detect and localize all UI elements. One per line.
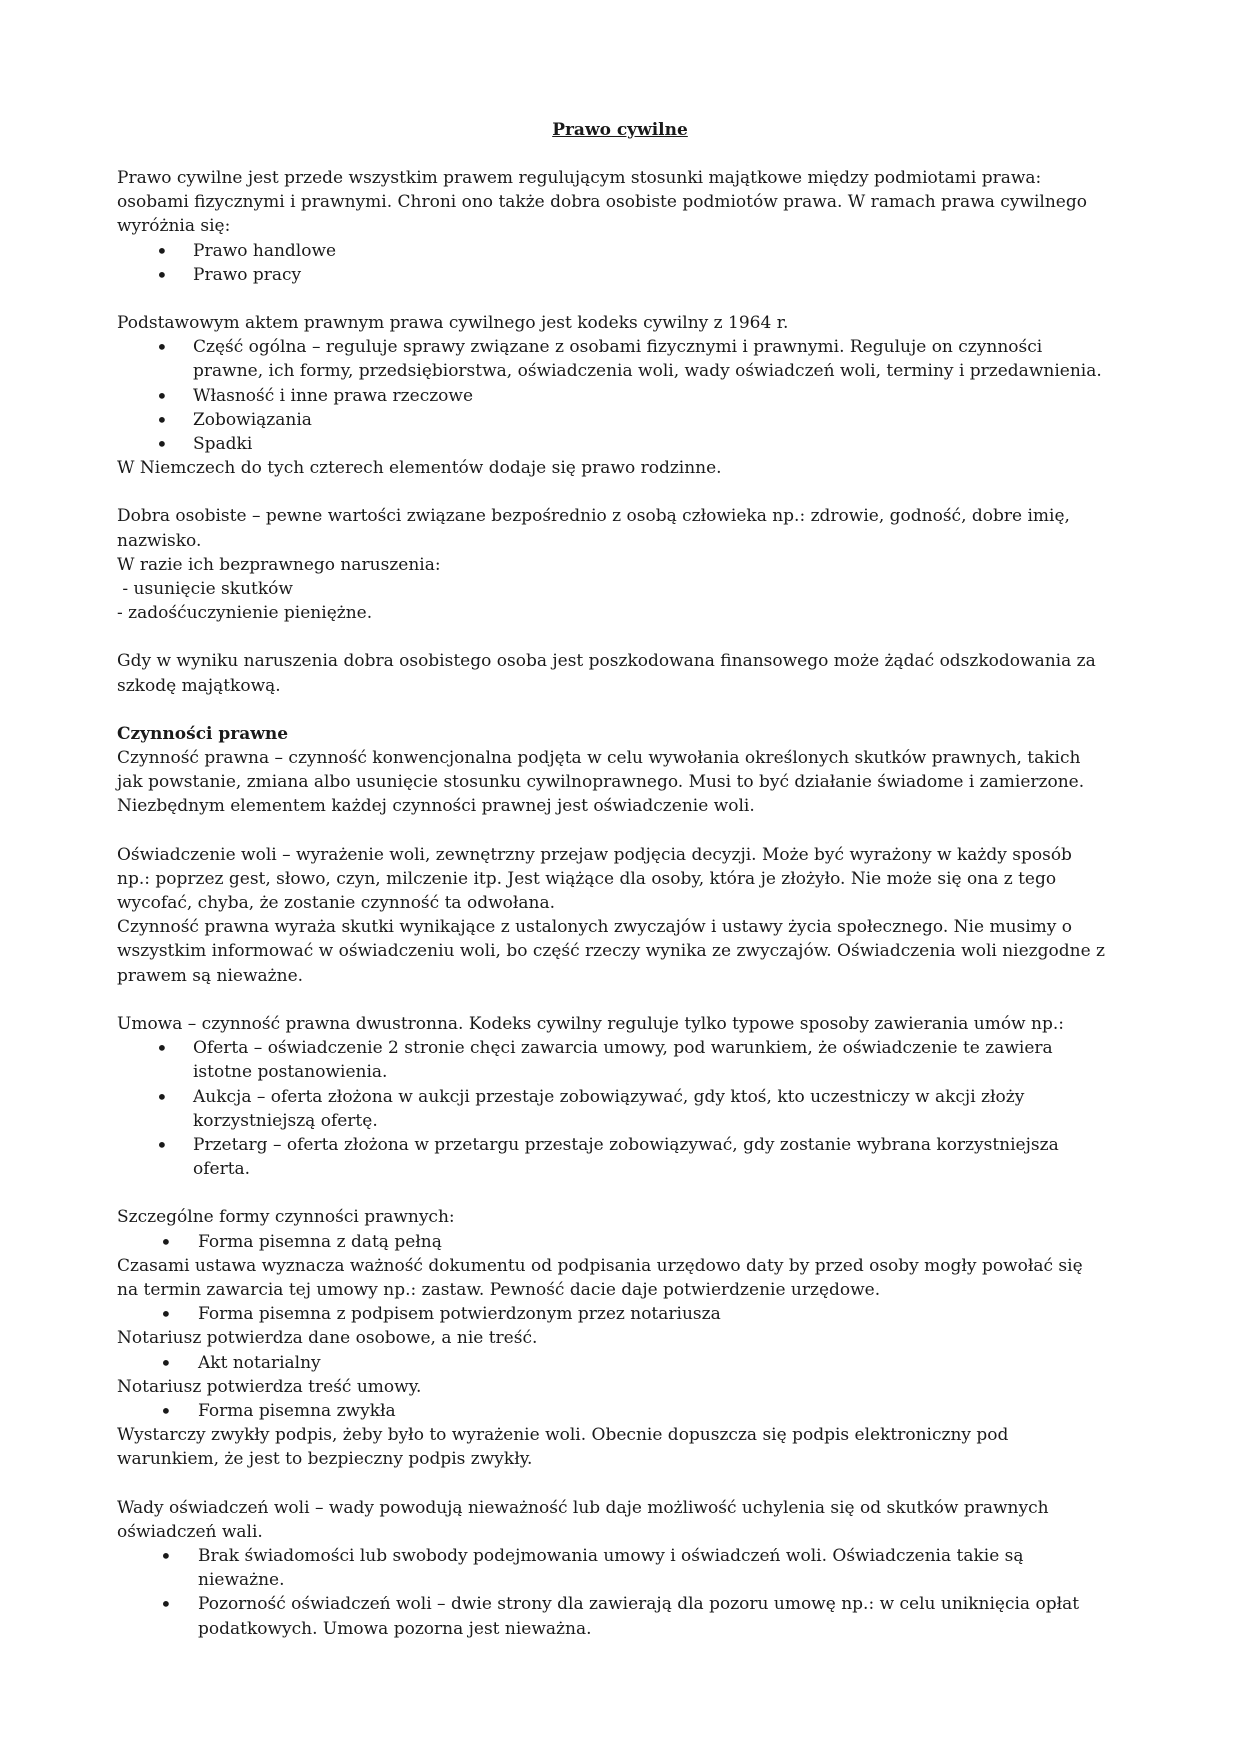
kodeks-paragraph: Podstawowym aktem prawnym prawa cywilnego jest kodeks cywilny z 1964 r. bbox=[117, 313, 789, 334]
list-item: • Oferta – oświadczenie 2 stronie chęci zawarcia umowy, pod warunkiem, że oświadczenie te zawiera istotne postanowienia. bbox=[117, 1036, 1107, 1084]
formy-heading: Szczególne formy czynności prawnych: bbox=[117, 1207, 455, 1228]
kodeks-list bbox=[117, 335, 1107, 456]
list-item: • Forma pisemna z podpisem potwierdzonym przez notariusza bbox=[117, 1302, 1107, 1326]
section-heading: Czynności prawne bbox=[117, 723, 289, 744]
dobra-definition: Dobra osobiste – pewne wartości związane bezpośrednio z osobą człowieka np.: zdrowie, godność, dobre imię, nazwisko. bbox=[117, 506, 1070, 551]
list-item: • Zobowiązania bbox=[117, 408, 1107, 432]
wady-paragraph: Wady oświadczeń woli – wady powodują nieważność lub daje możliwość uchylenia się od skutków prawnych oświadczeń wali. bbox=[117, 1497, 1049, 1542]
dobra-line-2: - zadośćuczynienie pieniężne. bbox=[117, 603, 373, 624]
formy-list-4 bbox=[117, 1399, 1107, 1423]
umowa-list bbox=[117, 1036, 1107, 1181]
skutki-paragraph: Czynność prawna wyraża skutki wynikające z ustalonych zwyczajów i ustawy życia społecznego. Nie musimy o wszystkim informować w oświadczeniu woli, bo część rzeczy wynika ze zwyczajów. Oświadczenia woli niezgodne z prawem są nieważne. bbox=[117, 917, 1106, 986]
list-item: • Spadki bbox=[117, 432, 1107, 456]
document-body bbox=[117, 166, 1107, 1641]
formy-list-1 bbox=[117, 1230, 1107, 1254]
czynnosc-definition: Czynność prawna – czynność konwencjonalna podjęta w celu wywołania określonych skutków prawnych, takich jak powstanie, zmiana albo usunięcie stosunku cywilnoprawnego. Musi to być działanie świadome i zamierzone. Niezbędnym elementem każdej czynności prawnej jest oświadczenie woli. bbox=[117, 748, 1085, 817]
list-item: • Akt notarialny bbox=[117, 1351, 1107, 1375]
list-item: • Forma pisemna zwykła bbox=[117, 1399, 1107, 1423]
list-item: • Część ogólna – reguluje sprawy związane z osobami fizycznymi i prawnymi. Reguluje on czynności prawne, ich formy, przedsiębiorstwa, oświadczenia woli, wady oświadczeń woli, terminy i przedawnienia. bbox=[117, 335, 1107, 383]
dobra-line-1: - usunięcie skutków bbox=[117, 579, 293, 600]
formy-list-3 bbox=[117, 1351, 1107, 1375]
list-item: • Prawo pracy bbox=[117, 263, 1107, 287]
formy-text-1: Czasami ustawa wyznacza ważność dokumentu od podpisania urzędowo daty by przed osoby mogły powołać się na termin zawarcia tej umowy np.: zastaw. Pewność dacie daje potwierdzenie urzędowe. bbox=[117, 1255, 1083, 1300]
list-item: • Pozorność oświadczeń woli – dwie strony dla zawierają dla pozoru umowę np.: w celu uniknięcia opłat podatkowych. Umowa pozorna jest nieważna. bbox=[117, 1592, 1107, 1640]
damage-paragraph: Gdy w wyniku naruszenia dobra osobistego osoba jest poszkodowana finansowego może żądać odszkodowania za szkodę majątkową. bbox=[117, 651, 1096, 696]
formy-list-2 bbox=[117, 1302, 1107, 1326]
formy-text-3: Notariusz potwierdza treść umowy. bbox=[117, 1376, 422, 1397]
umowa-paragraph: Umowa – czynność prawna dwustronna. Kodeks cywilny reguluje tylko typowe sposoby zawierania umów np.: bbox=[117, 1013, 1064, 1034]
list-item: • Forma pisemna z datą pełną bbox=[117, 1230, 1107, 1254]
list-item: • Brak świadomości lub swobody podejmowania umowy i oświadczeń woli. Oświadczenia takie są nieważne. bbox=[117, 1544, 1107, 1592]
list-item: • Własność i inne prawa rzeczowe bbox=[117, 384, 1107, 408]
intro-paragraph: Prawo cywilne jest przede wszystkim prawem regulującym stosunki majątkowe między podmiotami prawa: osobami fizycznymi i prawnymi. Chroni ono także dobra osobiste podmiotów prawa. W ramach prawa cywilnego wyróżnia się: bbox=[117, 168, 1087, 237]
kodeks-note: W Niemczech do tych czterech elementów dodaje się prawo rodzinne. bbox=[117, 458, 722, 479]
list-item: • Prawo handlowe bbox=[117, 239, 1107, 263]
wady-list bbox=[117, 1544, 1107, 1641]
list-item: • Przetarg – oferta złożona w przetargu przestaje zobowiązywać, gdy zostanie wybrana korzystniejsza oferta. bbox=[117, 1133, 1107, 1181]
list-item: • Aukcja – oferta złożona w aukcji przestaje zobowiązywać, gdy ktoś, kto uczestniczy w akcji złoży korzystniejszą ofertę. bbox=[117, 1085, 1107, 1133]
dobra-violation: W razie ich bezprawnego naruszenia: bbox=[117, 554, 441, 575]
oswiadczenie-paragraph: Oświadczenie woli – wyrażenie woli, zewnętrzny przejaw podjęcia decyzji. Może być wyrażony w każdy sposób np.: poprzez gest, słowo, czyn, milczenie itp. Jest wiążące dla osoby, która je złożyło. Nie może się ona z tego wycofać, chyba, że zostanie czynność ta odwołana. bbox=[117, 844, 1072, 914]
formy-text-2: Notariusz potwierdza dane osobowe, a nie treść. bbox=[117, 1328, 538, 1349]
intro-list bbox=[117, 239, 1107, 287]
document-title: Prawo cywilne bbox=[552, 120, 688, 140]
formy-text-4: Wystarczy zwykły podpis, żeby było to wyrażenie woli. Obecnie dopuszcza się podpis elektroniczny pod warunkiem, że jest to bezpieczny podpis zwykły. bbox=[117, 1425, 1009, 1470]
